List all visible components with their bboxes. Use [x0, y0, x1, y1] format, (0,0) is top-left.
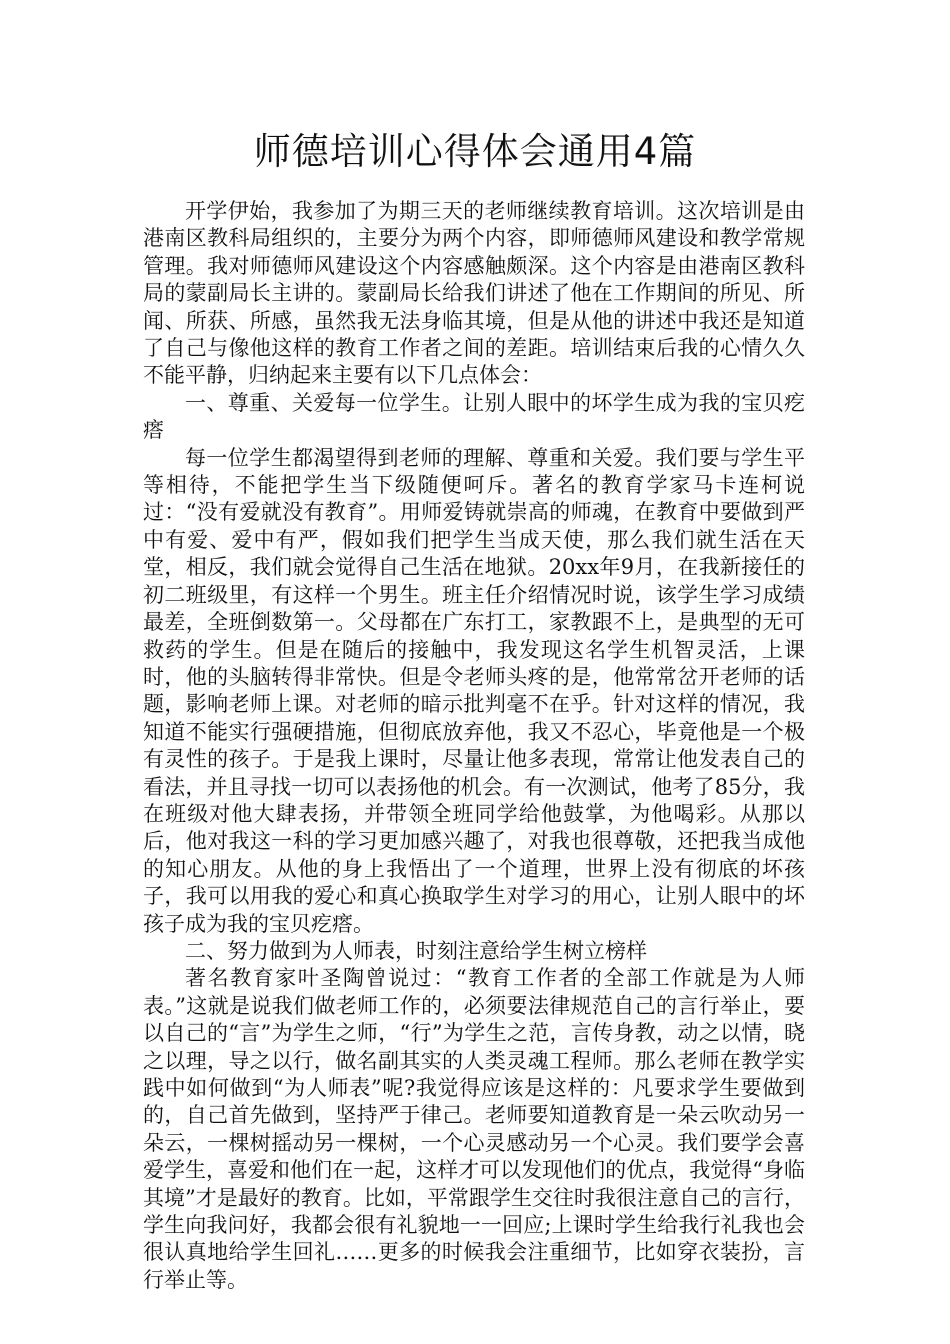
paragraph-section-2: 著名教育家叶圣陶曾说过：“教育工作者的全部工作就是为人师表。”这就是说我们做老师工作的，必须要法律规范自己的言行举止，要以自己的“言”为学生之师，“行”为学生之范，言传身教，动之以情，晓之以理，导之以行，做名副其实的人类灵魂工程师。那么老师在教学实践中如何做到“为人师表”呢?我觉得应该是这样的：凡要求学生要做到的，自己首先做到，坚持严于律己。老师要知道教育是一朵云吹动另一朵云，一棵树摇动另一棵树，一个心灵感动另一个心灵。我们要学会喜爱学生，喜爱和他们在一起，这样才可以发现他们的优点，我觉得“身临其境”才是最好的教育。比如，平常跟学生交往时我很注意自己的言行，学生向我问好，我都会很有礼貌地一一回应;上课时学生给我行礼我也会很认真地给学生回礼……更多的时候我会注重细节，比如穿衣装扮，言行举止等。 — [143, 966, 805, 1292]
document-title: 师德培训心得体会通用4篇 — [253, 130, 697, 173]
document-body — [143, 198, 805, 1294]
paragraph-section-1: 每一位学生都渴望得到老师的理解、尊重和关爱。我们要与学生平等相待，不能把学生当下级随便呵斥。著名的教育学家马卡连柯说过：“没有爱就没有教育”。用师爱铸就崇高的师魂，在教育中要做到严中有爱、爱中有严，假如我们把学生当成天使，那么我们就生活在天堂，相反，我们就会觉得自己生活在地狱。20xx年9月，在我新接任的初二班级里，有这样一个男生。班主任介绍情况时说，该学生学习成绩最差，全班倒数第一。父母都在广东打工，家教跟不上，是典型的无可救药的学生。但是在随后的接触中，我发现这名学生机智灵活，上课时，他的头脑转得非常快。但是令老师头疼的是，他常常岔开老师的话题，影响老师上课。对老师的暗示批判毫不在乎。针对这样的情况，我知道不能实行强硬措施，但彻底放弃他，我又不忍心，毕竟他是一个极有灵性的孩子。于是我上课时，尽量让他多表现，常常让他发表自己的看法，并且寻找一切可以表扬他的机会。有一次测试，他考了85分，我在班级对他大肆表扬，并带领全班同学给他鼓掌，为他喝彩。从那以后，他对我这一科的学习更加感兴趣了，对我也很尊敬，还把我当成他的知心朋友。从他的身上我悟出了一个道理，世界上没有彻底的坏孩子，我可以用我的爱心和真心换取学生对学习的用心，让别人眼中的坏孩子成为我的宝贝疙瘩。 — [143, 445, 805, 936]
section-heading-2: 二、努力做到为人师表，时刻注意给学生树立榜样 — [185, 938, 647, 963]
section-heading-1: 一、尊重、关爱每一位学生。让别人眼中的坏学生成为我的宝贝疙瘩 — [143, 390, 805, 443]
paragraph-intro: 开学伊始，我参加了为期三天的老师继续教育培训。这次培训是由港南区教科局组织的，主要分为两个内容，即师德师风建设和教学常规管理。我对师德师风建设这个内容感触颇深。这个内容是由港南区教科局的蒙副局长主讲的。蒙副局长给我们讲述了他在工作期间的所见、所闻、所获、所感，虽然我无法身临其境，但是从他的讲述中我还是知道了自己与像他这样的教育工作者之间的差距。培训结束后我的心情久久不能平静，归纳起来主要有以下几点体会： — [143, 199, 805, 388]
